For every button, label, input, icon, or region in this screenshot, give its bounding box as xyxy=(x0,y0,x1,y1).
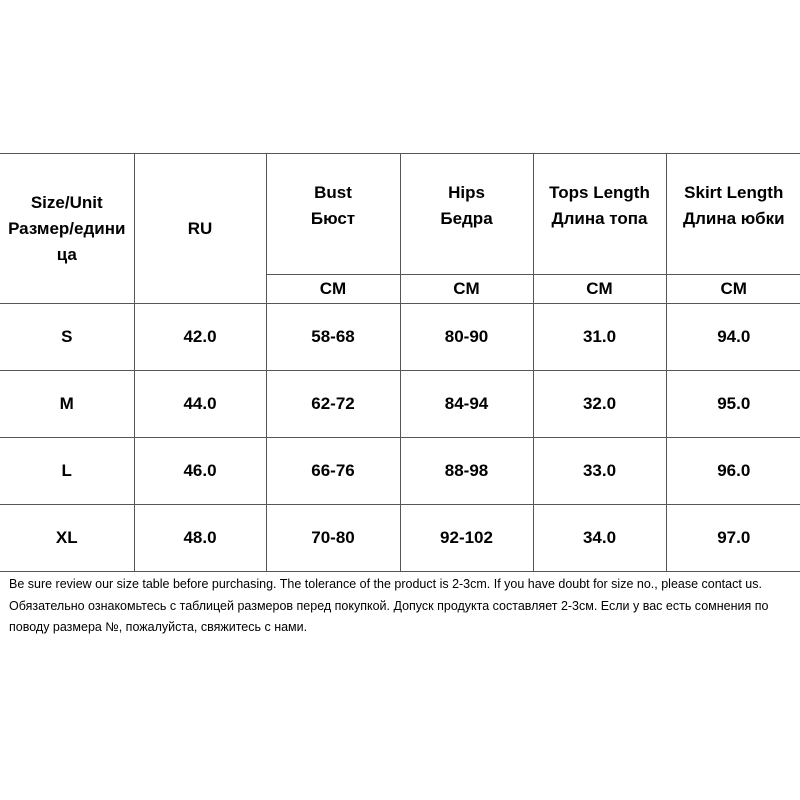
header-size-unit-ru-cont: ца xyxy=(56,244,77,264)
cell-bust: 70-80 xyxy=(266,505,400,572)
cell-skirt-length: 94.0 xyxy=(666,304,800,371)
cell-hips: 84-94 xyxy=(400,371,533,438)
header-ru: RU xyxy=(134,154,266,304)
table-row xyxy=(0,371,800,438)
header-size-unit xyxy=(0,154,134,304)
cell-ru: 42.0 xyxy=(134,304,266,371)
unit-skirt-length: CM xyxy=(666,275,800,304)
cell-skirt-length: 96.0 xyxy=(666,438,800,505)
header-size-unit-ru: Размер/едини xyxy=(8,218,126,238)
header-size-unit-en: Size/Unit xyxy=(30,192,103,212)
note-russian: Обязательно ознакомьтесь с таблицей размеров перед покупкой. Допуск продукта составляет 2-3см. Если у вас есть сомнения по поводу размера №, пожалуйста, свяжитесь с нами. xyxy=(9,598,769,634)
cell-skirt-length: 95.0 xyxy=(666,371,800,438)
unit-bust: CM xyxy=(266,275,400,304)
cell-size: L xyxy=(0,438,134,505)
cell-ru: 46.0 xyxy=(134,438,266,505)
header-tops-length-en: Tops Length xyxy=(549,183,650,202)
table-row xyxy=(0,438,800,505)
cell-hips: 80-90 xyxy=(400,304,533,371)
cell-tops-length: 31.0 xyxy=(533,304,666,371)
cell-size: M xyxy=(0,371,134,438)
unit-tops-length: CM xyxy=(533,275,666,304)
cell-hips: 92-102 xyxy=(400,505,533,572)
cell-size: XL xyxy=(0,505,134,572)
size-table xyxy=(0,153,800,572)
cell-bust: 66-76 xyxy=(266,438,400,505)
size-notes xyxy=(9,574,794,639)
header-skirt-length-ru: Длина юбки xyxy=(682,209,785,228)
header-skirt-length-en: Skirt Length xyxy=(684,183,784,202)
cell-ru: 48.0 xyxy=(134,505,266,572)
header-bust-ru: Бюст xyxy=(310,209,356,228)
cell-hips: 88-98 xyxy=(400,438,533,505)
cell-size: S xyxy=(0,304,134,371)
header-hips-ru: Бедра xyxy=(440,209,493,228)
table-row xyxy=(0,304,800,371)
unit-hips: CM xyxy=(400,275,533,304)
header-hips xyxy=(400,154,533,275)
cell-tops-length: 32.0 xyxy=(533,371,666,438)
header-hips-en: Hips xyxy=(448,183,485,202)
cell-skirt-length: 97.0 xyxy=(666,505,800,572)
cell-tops-length: 34.0 xyxy=(533,505,666,572)
cell-tops-length: 33.0 xyxy=(533,438,666,505)
cell-bust: 62-72 xyxy=(266,371,400,438)
header-bust-en: Bust xyxy=(314,183,352,202)
cell-bust: 58-68 xyxy=(266,304,400,371)
header-bust xyxy=(266,154,400,275)
note-english: Be sure review our size table before purchasing. The tolerance of the product is 2-3cm. If you have doubt for size no., please contact us. xyxy=(9,577,762,591)
header-skirt-length xyxy=(666,154,800,275)
header-row xyxy=(0,154,800,275)
cell-ru: 44.0 xyxy=(134,371,266,438)
header-tops-length xyxy=(533,154,666,275)
table-row xyxy=(0,505,800,572)
header-tops-length-ru: Длина топа xyxy=(551,209,648,228)
